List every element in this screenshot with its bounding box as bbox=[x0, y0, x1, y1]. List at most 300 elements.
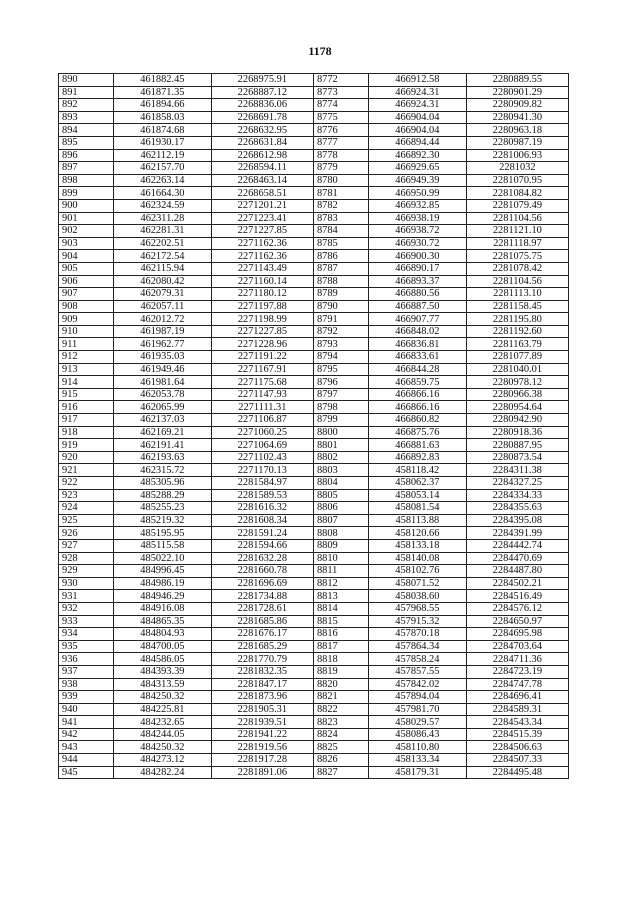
table-row bbox=[59, 590, 569, 603]
y-coordinate-right: 2280942.90 bbox=[466, 414, 568, 427]
x-coordinate-right: 457968.55 bbox=[369, 602, 467, 615]
y-coordinate-left: 2281616.32 bbox=[211, 502, 313, 515]
point-number-right: 8827 bbox=[313, 766, 368, 779]
point-number-right: 8774 bbox=[313, 99, 368, 112]
table-row bbox=[59, 464, 569, 477]
point-number-left: 918 bbox=[59, 426, 114, 439]
y-coordinate-left: 2271143.49 bbox=[211, 262, 313, 275]
x-coordinate-left: 485288.29 bbox=[114, 489, 212, 502]
y-coordinate-right: 2281163.79 bbox=[466, 338, 568, 351]
x-coordinate-right: 458133.18 bbox=[369, 539, 467, 552]
y-coordinate-left: 2281832.35 bbox=[211, 665, 313, 678]
y-coordinate-right: 2284747.78 bbox=[466, 678, 568, 691]
point-number-right: 8780 bbox=[313, 174, 368, 187]
x-coordinate-left: 462315.72 bbox=[114, 464, 212, 477]
x-coordinate-left: 461962.77 bbox=[114, 338, 212, 351]
x-coordinate-left: 462115.94 bbox=[114, 262, 212, 275]
point-number-right: 8776 bbox=[313, 124, 368, 137]
point-number-left: 891 bbox=[59, 86, 114, 99]
table-row bbox=[59, 300, 569, 313]
y-coordinate-right: 2284334.33 bbox=[466, 489, 568, 502]
y-coordinate-right: 2284495.48 bbox=[466, 766, 568, 779]
x-coordinate-right: 466881.63 bbox=[369, 439, 467, 452]
point-number-left: 902 bbox=[59, 225, 114, 238]
x-coordinate-right: 458081.54 bbox=[369, 502, 467, 515]
x-coordinate-right: 458102.76 bbox=[369, 565, 467, 578]
point-number-left: 926 bbox=[59, 527, 114, 540]
y-coordinate-left: 2281891.06 bbox=[211, 766, 313, 779]
point-number-left: 911 bbox=[59, 338, 114, 351]
x-coordinate-right: 458179.31 bbox=[369, 766, 467, 779]
point-number-right: 8814 bbox=[313, 602, 368, 615]
x-coordinate-left: 461664.30 bbox=[114, 187, 212, 200]
x-coordinate-right: 466938.19 bbox=[369, 212, 467, 225]
x-coordinate-left: 462324.59 bbox=[114, 199, 212, 212]
x-coordinate-right: 457894.04 bbox=[369, 691, 467, 704]
table-row bbox=[59, 237, 569, 250]
x-coordinate-left: 484996.45 bbox=[114, 565, 212, 578]
point-number-left: 924 bbox=[59, 502, 114, 515]
x-coordinate-right: 458071.52 bbox=[369, 577, 467, 590]
x-coordinate-left: 461949.46 bbox=[114, 363, 212, 376]
y-coordinate-left: 2281939.51 bbox=[211, 716, 313, 729]
table-row bbox=[59, 514, 569, 527]
y-coordinate-left: 2271223.41 bbox=[211, 212, 313, 225]
point-number-left: 901 bbox=[59, 212, 114, 225]
y-coordinate-right: 2284327.25 bbox=[466, 477, 568, 490]
point-number-right: 8779 bbox=[313, 162, 368, 175]
point-number-left: 893 bbox=[59, 111, 114, 124]
x-coordinate-right: 466924.31 bbox=[369, 99, 467, 112]
table-row bbox=[59, 313, 569, 326]
y-coordinate-left: 2271191.22 bbox=[211, 351, 313, 364]
x-coordinate-left: 462157.70 bbox=[114, 162, 212, 175]
table-row bbox=[59, 351, 569, 364]
x-coordinate-left: 461874.68 bbox=[114, 124, 212, 137]
point-number-right: 8777 bbox=[313, 136, 368, 149]
y-coordinate-left: 2271162.36 bbox=[211, 237, 313, 250]
point-number-left: 910 bbox=[59, 325, 114, 338]
point-number-right: 8781 bbox=[313, 187, 368, 200]
x-coordinate-left: 485219.32 bbox=[114, 514, 212, 527]
table-row bbox=[59, 111, 569, 124]
point-number-right: 8820 bbox=[313, 678, 368, 691]
point-number-left: 936 bbox=[59, 653, 114, 666]
point-number-right: 8800 bbox=[313, 426, 368, 439]
point-number-left: 905 bbox=[59, 262, 114, 275]
x-coordinate-right: 458062.37 bbox=[369, 477, 467, 490]
x-coordinate-right: 457858.24 bbox=[369, 653, 467, 666]
y-coordinate-left: 2271102.43 bbox=[211, 451, 313, 464]
table-row bbox=[59, 426, 569, 439]
x-coordinate-right: 458118.42 bbox=[369, 464, 467, 477]
table-row bbox=[59, 653, 569, 666]
point-number-right: 8796 bbox=[313, 376, 368, 389]
y-coordinate-right: 2284487.80 bbox=[466, 565, 568, 578]
point-number-right: 8785 bbox=[313, 237, 368, 250]
y-coordinate-left: 2268594.11 bbox=[211, 162, 313, 175]
y-coordinate-right: 2284516.49 bbox=[466, 590, 568, 603]
y-coordinate-left: 2271064.69 bbox=[211, 439, 313, 452]
x-coordinate-right: 466859.75 bbox=[369, 376, 467, 389]
x-coordinate-left: 461987.19 bbox=[114, 325, 212, 338]
x-coordinate-left: 484282.24 bbox=[114, 766, 212, 779]
y-coordinate-left: 2281608.34 bbox=[211, 514, 313, 527]
y-coordinate-left: 2271175.68 bbox=[211, 376, 313, 389]
y-coordinate-left: 2268887.12 bbox=[211, 86, 313, 99]
point-number-right: 8782 bbox=[313, 199, 368, 212]
y-coordinate-left: 2271201.21 bbox=[211, 199, 313, 212]
x-coordinate-left: 484865.35 bbox=[114, 615, 212, 628]
x-coordinate-left: 484804.93 bbox=[114, 628, 212, 641]
point-number-left: 899 bbox=[59, 187, 114, 200]
x-coordinate-right: 458086.43 bbox=[369, 728, 467, 741]
y-coordinate-left: 2271167.91 bbox=[211, 363, 313, 376]
y-coordinate-right: 2284696.41 bbox=[466, 691, 568, 704]
y-coordinate-right: 2284695.98 bbox=[466, 628, 568, 641]
x-coordinate-right: 466949.39 bbox=[369, 174, 467, 187]
table-row bbox=[59, 489, 569, 502]
x-coordinate-right: 466887.50 bbox=[369, 300, 467, 313]
y-coordinate-right: 2280941.30 bbox=[466, 111, 568, 124]
x-coordinate-right: 466893.37 bbox=[369, 275, 467, 288]
point-number-right: 8792 bbox=[313, 325, 368, 338]
table-row bbox=[59, 212, 569, 225]
point-number-left: 920 bbox=[59, 451, 114, 464]
y-coordinate-left: 2271227.85 bbox=[211, 225, 313, 238]
y-coordinate-left: 2281685.29 bbox=[211, 640, 313, 653]
x-coordinate-right: 466833.61 bbox=[369, 351, 467, 364]
y-coordinate-left: 2271147.93 bbox=[211, 388, 313, 401]
point-number-right: 8812 bbox=[313, 577, 368, 590]
point-number-right: 8807 bbox=[313, 514, 368, 527]
y-coordinate-right: 2280978.12 bbox=[466, 376, 568, 389]
y-coordinate-left: 2281589.53 bbox=[211, 489, 313, 502]
x-coordinate-right: 466880.56 bbox=[369, 288, 467, 301]
y-coordinate-left: 2281594.66 bbox=[211, 539, 313, 552]
y-coordinate-left: 2271228.96 bbox=[211, 338, 313, 351]
x-coordinate-left: 462012.72 bbox=[114, 313, 212, 326]
y-coordinate-right: 2284703.64 bbox=[466, 640, 568, 653]
y-coordinate-right: 2281040.01 bbox=[466, 363, 568, 376]
x-coordinate-right: 466938.72 bbox=[369, 225, 467, 238]
x-coordinate-left: 484393.39 bbox=[114, 665, 212, 678]
y-coordinate-right: 2281032 bbox=[466, 162, 568, 175]
x-coordinate-left: 462057.11 bbox=[114, 300, 212, 313]
table-row bbox=[59, 754, 569, 767]
point-number-left: 915 bbox=[59, 388, 114, 401]
y-coordinate-right: 2284723.19 bbox=[466, 665, 568, 678]
y-coordinate-left: 2271106.87 bbox=[211, 414, 313, 427]
y-coordinate-right: 2281192.60 bbox=[466, 325, 568, 338]
table-row bbox=[59, 615, 569, 628]
table-row bbox=[59, 401, 569, 414]
table-row bbox=[59, 275, 569, 288]
y-coordinate-left: 2281584.97 bbox=[211, 477, 313, 490]
table-row bbox=[59, 552, 569, 565]
table-row bbox=[59, 86, 569, 99]
x-coordinate-right: 466904.04 bbox=[369, 124, 467, 137]
y-coordinate-right: 2284442.74 bbox=[466, 539, 568, 552]
point-number-right: 8788 bbox=[313, 275, 368, 288]
x-coordinate-right: 458113.88 bbox=[369, 514, 467, 527]
point-number-left: 900 bbox=[59, 199, 114, 212]
x-coordinate-left: 461935.03 bbox=[114, 351, 212, 364]
point-number-left: 944 bbox=[59, 754, 114, 767]
x-coordinate-left: 462053.78 bbox=[114, 388, 212, 401]
y-coordinate-left: 2281676.17 bbox=[211, 628, 313, 641]
x-coordinate-left: 484313.59 bbox=[114, 678, 212, 691]
point-number-left: 898 bbox=[59, 174, 114, 187]
y-coordinate-right: 2280987.19 bbox=[466, 136, 568, 149]
x-coordinate-left: 462281.31 bbox=[114, 225, 212, 238]
y-coordinate-left: 2268632.95 bbox=[211, 124, 313, 137]
x-coordinate-right: 466875.76 bbox=[369, 426, 467, 439]
point-number-right: 8813 bbox=[313, 590, 368, 603]
table-row bbox=[59, 502, 569, 515]
point-number-left: 940 bbox=[59, 703, 114, 716]
point-number-right: 8822 bbox=[313, 703, 368, 716]
table-row bbox=[59, 136, 569, 149]
x-coordinate-left: 461882.45 bbox=[114, 74, 212, 87]
y-coordinate-left: 2281685.86 bbox=[211, 615, 313, 628]
x-coordinate-right: 457842.02 bbox=[369, 678, 467, 691]
x-coordinate-left: 484986.19 bbox=[114, 577, 212, 590]
x-coordinate-left: 484225.81 bbox=[114, 703, 212, 716]
point-number-left: 892 bbox=[59, 99, 114, 112]
point-number-left: 929 bbox=[59, 565, 114, 578]
x-coordinate-left: 484916.08 bbox=[114, 602, 212, 615]
point-number-left: 937 bbox=[59, 665, 114, 678]
table-row bbox=[59, 149, 569, 162]
point-number-right: 8816 bbox=[313, 628, 368, 641]
table-row bbox=[59, 703, 569, 716]
x-coordinate-left: 485115.58 bbox=[114, 539, 212, 552]
point-number-right: 8789 bbox=[313, 288, 368, 301]
y-coordinate-left: 2271160.14 bbox=[211, 275, 313, 288]
table-row bbox=[59, 262, 569, 275]
x-coordinate-left: 462172.54 bbox=[114, 250, 212, 263]
y-coordinate-right: 2280901.29 bbox=[466, 86, 568, 99]
table-row bbox=[59, 99, 569, 112]
point-number-right: 8798 bbox=[313, 401, 368, 414]
y-coordinate-right: 2281195.80 bbox=[466, 313, 568, 326]
table-row bbox=[59, 414, 569, 427]
page-number: 1178 bbox=[308, 44, 332, 58]
x-coordinate-right: 457870.18 bbox=[369, 628, 467, 641]
y-coordinate-right: 2281104.56 bbox=[466, 275, 568, 288]
table-row bbox=[59, 728, 569, 741]
point-number-right: 8811 bbox=[313, 565, 368, 578]
x-coordinate-left: 484273.12 bbox=[114, 754, 212, 767]
y-coordinate-right: 2281158.45 bbox=[466, 300, 568, 313]
y-coordinate-right: 2281118.97 bbox=[466, 237, 568, 250]
point-number-right: 8790 bbox=[313, 300, 368, 313]
y-coordinate-left: 2281905.31 bbox=[211, 703, 313, 716]
y-coordinate-right: 2284589.31 bbox=[466, 703, 568, 716]
y-coordinate-right: 2281075.75 bbox=[466, 250, 568, 263]
table-row bbox=[59, 602, 569, 615]
x-coordinate-left: 462065.99 bbox=[114, 401, 212, 414]
point-number-left: 925 bbox=[59, 514, 114, 527]
point-number-left: 942 bbox=[59, 728, 114, 741]
point-number-left: 935 bbox=[59, 640, 114, 653]
y-coordinate-right: 2281121.10 bbox=[466, 225, 568, 238]
x-coordinate-left: 462191.41 bbox=[114, 439, 212, 452]
point-number-right: 8824 bbox=[313, 728, 368, 741]
x-coordinate-right: 458110.80 bbox=[369, 741, 467, 754]
x-coordinate-right: 466894.44 bbox=[369, 136, 467, 149]
y-coordinate-right: 2281104.56 bbox=[466, 212, 568, 225]
x-coordinate-left: 484244.05 bbox=[114, 728, 212, 741]
y-coordinate-right: 2280954.64 bbox=[466, 401, 568, 414]
table-row bbox=[59, 225, 569, 238]
y-coordinate-left: 2268463.14 bbox=[211, 174, 313, 187]
point-number-right: 8805 bbox=[313, 489, 368, 502]
point-number-left: 894 bbox=[59, 124, 114, 137]
x-coordinate-left: 462137.03 bbox=[114, 414, 212, 427]
x-coordinate-left: 485195.95 bbox=[114, 527, 212, 540]
x-coordinate-right: 466929.65 bbox=[369, 162, 467, 175]
point-number-left: 922 bbox=[59, 477, 114, 490]
point-number-left: 916 bbox=[59, 401, 114, 414]
point-number-right: 8791 bbox=[313, 313, 368, 326]
x-coordinate-right: 466892.30 bbox=[369, 149, 467, 162]
table-row bbox=[59, 766, 569, 779]
y-coordinate-left: 2281847.17 bbox=[211, 678, 313, 691]
y-coordinate-right: 2280873.54 bbox=[466, 451, 568, 464]
x-coordinate-right: 466890.17 bbox=[369, 262, 467, 275]
x-coordinate-left: 461871.35 bbox=[114, 86, 212, 99]
point-number-right: 8825 bbox=[313, 741, 368, 754]
table-row bbox=[59, 162, 569, 175]
y-coordinate-right: 2284506.63 bbox=[466, 741, 568, 754]
y-coordinate-left: 2281728.61 bbox=[211, 602, 313, 615]
y-coordinate-right: 2284391.99 bbox=[466, 527, 568, 540]
y-coordinate-right: 2284395.08 bbox=[466, 514, 568, 527]
table-row bbox=[59, 388, 569, 401]
point-number-right: 8818 bbox=[313, 653, 368, 666]
point-number-left: 923 bbox=[59, 489, 114, 502]
x-coordinate-right: 466866.16 bbox=[369, 401, 467, 414]
x-coordinate-left: 462311.28 bbox=[114, 212, 212, 225]
y-coordinate-right: 2284515.39 bbox=[466, 728, 568, 741]
point-number-right: 8794 bbox=[313, 351, 368, 364]
x-coordinate-left: 484700.05 bbox=[114, 640, 212, 653]
point-number-left: 932 bbox=[59, 602, 114, 615]
point-number-right: 8806 bbox=[313, 502, 368, 515]
x-coordinate-left: 462193.63 bbox=[114, 451, 212, 464]
point-number-left: 933 bbox=[59, 615, 114, 628]
point-number-left: 931 bbox=[59, 590, 114, 603]
point-number-right: 8772 bbox=[313, 74, 368, 87]
x-coordinate-left: 485255.23 bbox=[114, 502, 212, 515]
x-coordinate-left: 462263.14 bbox=[114, 174, 212, 187]
y-coordinate-left: 2281941.22 bbox=[211, 728, 313, 741]
point-number-left: 903 bbox=[59, 237, 114, 250]
x-coordinate-left: 484232.65 bbox=[114, 716, 212, 729]
table-row bbox=[59, 288, 569, 301]
x-coordinate-left: 462112.19 bbox=[114, 149, 212, 162]
point-number-right: 8799 bbox=[313, 414, 368, 427]
x-coordinate-right: 466912.58 bbox=[369, 74, 467, 87]
point-number-left: 941 bbox=[59, 716, 114, 729]
point-number-left: 912 bbox=[59, 351, 114, 364]
y-coordinate-right: 2284711.36 bbox=[466, 653, 568, 666]
point-number-left: 890 bbox=[59, 74, 114, 87]
x-coordinate-right: 466836.81 bbox=[369, 338, 467, 351]
y-coordinate-left: 2268691.78 bbox=[211, 111, 313, 124]
table-row bbox=[59, 527, 569, 540]
x-coordinate-right: 458120.66 bbox=[369, 527, 467, 540]
point-number-right: 8784 bbox=[313, 225, 368, 238]
y-coordinate-right: 2280889.55 bbox=[466, 74, 568, 87]
y-coordinate-left: 2271162.36 bbox=[211, 250, 313, 263]
x-coordinate-right: 458038.60 bbox=[369, 590, 467, 603]
point-number-right: 8775 bbox=[313, 111, 368, 124]
point-number-left: 904 bbox=[59, 250, 114, 263]
point-number-right: 8819 bbox=[313, 665, 368, 678]
table-row bbox=[59, 565, 569, 578]
point-number-right: 8801 bbox=[313, 439, 368, 452]
y-coordinate-left: 2281873.96 bbox=[211, 691, 313, 704]
point-number-left: 927 bbox=[59, 539, 114, 552]
x-coordinate-left: 484250.32 bbox=[114, 691, 212, 704]
y-coordinate-left: 2281917.28 bbox=[211, 754, 313, 767]
point-number-right: 8787 bbox=[313, 262, 368, 275]
point-number-left: 914 bbox=[59, 376, 114, 389]
y-coordinate-right: 2281006.93 bbox=[466, 149, 568, 162]
table-row bbox=[59, 539, 569, 552]
y-coordinate-right: 2284576.12 bbox=[466, 602, 568, 615]
point-number-right: 8821 bbox=[313, 691, 368, 704]
x-coordinate-left: 461981.64 bbox=[114, 376, 212, 389]
table-row bbox=[59, 124, 569, 137]
point-number-left: 913 bbox=[59, 363, 114, 376]
point-number-left: 921 bbox=[59, 464, 114, 477]
table-row bbox=[59, 250, 569, 263]
y-coordinate-right: 2284311.38 bbox=[466, 464, 568, 477]
x-coordinate-right: 466950.99 bbox=[369, 187, 467, 200]
table-row bbox=[59, 451, 569, 464]
point-number-left: 909 bbox=[59, 313, 114, 326]
point-number-left: 934 bbox=[59, 628, 114, 641]
table-row bbox=[59, 741, 569, 754]
point-number-left: 945 bbox=[59, 766, 114, 779]
x-coordinate-right: 466924.31 bbox=[369, 86, 467, 99]
x-coordinate-left: 461894.66 bbox=[114, 99, 212, 112]
y-coordinate-left: 2268658.51 bbox=[211, 187, 313, 200]
x-coordinate-right: 466930.72 bbox=[369, 237, 467, 250]
point-number-left: 895 bbox=[59, 136, 114, 149]
y-coordinate-right: 2281113.10 bbox=[466, 288, 568, 301]
x-coordinate-right: 457864.34 bbox=[369, 640, 467, 653]
y-coordinate-left: 2281660.78 bbox=[211, 565, 313, 578]
point-number-right: 8817 bbox=[313, 640, 368, 653]
table-row bbox=[59, 678, 569, 691]
y-coordinate-left: 2271227.85 bbox=[211, 325, 313, 338]
point-number-left: 939 bbox=[59, 691, 114, 704]
table-row bbox=[59, 439, 569, 452]
table-row bbox=[59, 338, 569, 351]
x-coordinate-right: 466900.30 bbox=[369, 250, 467, 263]
table-row bbox=[59, 376, 569, 389]
point-number-right: 8793 bbox=[313, 338, 368, 351]
table-row bbox=[59, 363, 569, 376]
point-number-right: 8826 bbox=[313, 754, 368, 767]
point-number-right: 8810 bbox=[313, 552, 368, 565]
y-coordinate-right: 2284543.34 bbox=[466, 716, 568, 729]
